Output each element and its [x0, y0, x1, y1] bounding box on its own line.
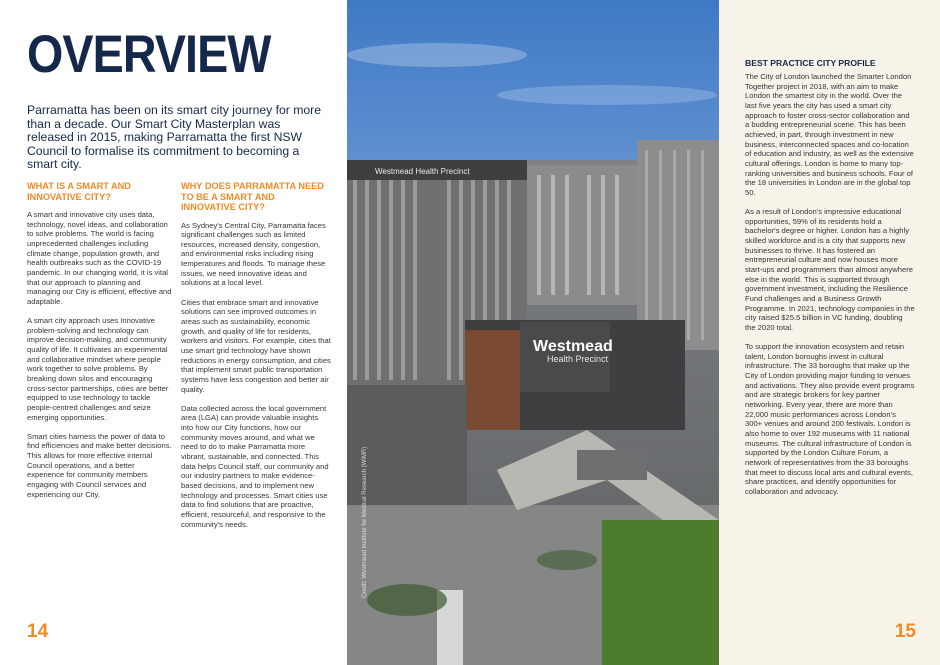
body-paragraph: Data collected across the local government area (LGA) can provide valuable insights into how our City functions, how our community moves around, and what we need to do to make Parramatta more vibrant, sustainable, and connected. This data helps Council staff, our community and our industry partners to make evidence-based decisions, and to implement new technology and processes. Smart cities use data to find solutions that are proactive, efficient, resourceful, and responsive to the community's needs.	[181, 403, 329, 529]
body-paragraph: As a result of London's impressive educational opportunities, 59% of its residents hold a bachelor's degree or higher. London has a highly skilled workforce and is a city that supports new businesses to thrive. It has fostered an entrepreneurial culture and now houses more start-ups and programmers than almost anywhere else in the world. This is supported through government investment, including the Resilience Fund challenges and a Business Growth Programme. In 2021, technology companies in the city raised $25.5 billion in VC funding, doubling the 2020 total.	[745, 207, 915, 332]
sign-westmead: Westmead	[533, 338, 613, 355]
body-paragraph: The City of London launched the Smarter London Together project in 2018, with an aim to make London the smartest city in the world. Over the last five years the city has used a smart city approach to foster cross-sector collaboration and a budding entrepreneurial scene. This has been achieved, in part, through investment in new business, interconnected spaces and co-location of education and industry, as well as the extensive cultural offerings. London is home to many top-ranking universities and business schools. Four of the 18 universities in London are in the global top 50.	[745, 72, 914, 197]
left-page	[0, 0, 347, 665]
westmead-photo	[347, 0, 719, 665]
body-paragraph: Cities that embrace smart and innovative solutions can see improved outcomes in areas such as sustainability, economic growth, and quality of life for residents, workers and visitors. For example, cities that use smart grid technology have shown reductions in energy consumption, and cities that implement smart public transportation systems have less congestion and better air quality.	[181, 297, 331, 394]
sign-health-precinct: Health Precinct	[547, 354, 609, 364]
page-title: OVERVIEW	[27, 25, 271, 84]
column-why-parramatta	[181, 181, 331, 539]
heading-why-parramatta: WHY DOES PARRAMATTA NEED TO BE A SMART AND INNOVATIVE CITY?	[181, 181, 324, 212]
best-practice-profile	[745, 58, 915, 506]
page-number-right: 15	[894, 621, 916, 642]
tower-sign: Westmead Health Precinct	[375, 167, 470, 176]
body-paragraph: A smart and innovative city uses data, technology, novel ideas, and collaboration to solve problems. The world is facing unprecedented challenges including climate change, population growth, and health outbreaks such as the COVID-19 pandemic. In our changing world, it is vital that our approach to planning and managing our City is efficient, effective and adaptable.	[27, 210, 172, 306]
heading-best-practice: BEST PRACTICE CITY PROFILE	[745, 58, 876, 68]
column-what-is	[27, 181, 173, 509]
page-number-left: 14	[27, 621, 49, 642]
body-paragraph: A smart city approach uses Innovative problem-solving and technology can improve decision-making, and community quality of life. It cultivates an experimental and collaborative mindset where people work together to solve problems. By breaking down silos and encouraging cross-sector partnerships, cities are better equipped to use technology to tackle people-centred challenges and seize emerging opportunities.	[27, 316, 169, 422]
body-paragraph: To support the innovation ecosystem and retain talent, London boroughs invest in cultural infrastructure. The 33 boroughs that make up the City of London providing major funding to venues and activations. They also provide event programs and are strategic brokers for key partner networking. Every year, there are more than 22,000 music performances across London's 300+ venues and around 200 festivals. London is also home to over 192 museums with 11 national museums. The cultural infrastructure of London is supported by the London Culture Forum, a network of representatives from the 33 boroughs that meet to discuss local arts and cultural events, share practices, and identify opportunities for collaboration and advocacy.	[745, 342, 915, 496]
intro-paragraph: Parramatta has been on its smart city journey for more than a decade. Our Smart City Masterplan was released in 2015, making Parramatta the first NSW Council to formalise its commitment to becoming a smart city.	[27, 103, 321, 171]
body-paragraph: As Sydney's Central City, Parramatta faces significant challenges such as limited resources, increased density, congestion, and environmental risks including rising temperatures and floods. To manage these issues, we need innovative ideas and solutions at a local level.	[181, 220, 326, 288]
photo-credit: Credit: Westmead Institute for Medical Research (WIMR)	[362, 446, 368, 598]
body-paragraph: Smart cities harness the power of data to find efficiencies and make better decisions. This allows for more effective internal Council operations, and a better experience for community members engaging with Council services and experiencing our City.	[27, 431, 172, 499]
aerial-building-photo	[347, 0, 719, 665]
heading-what-is: WHAT IS A SMART AND INNOVATIVE CITY?	[27, 181, 131, 202]
